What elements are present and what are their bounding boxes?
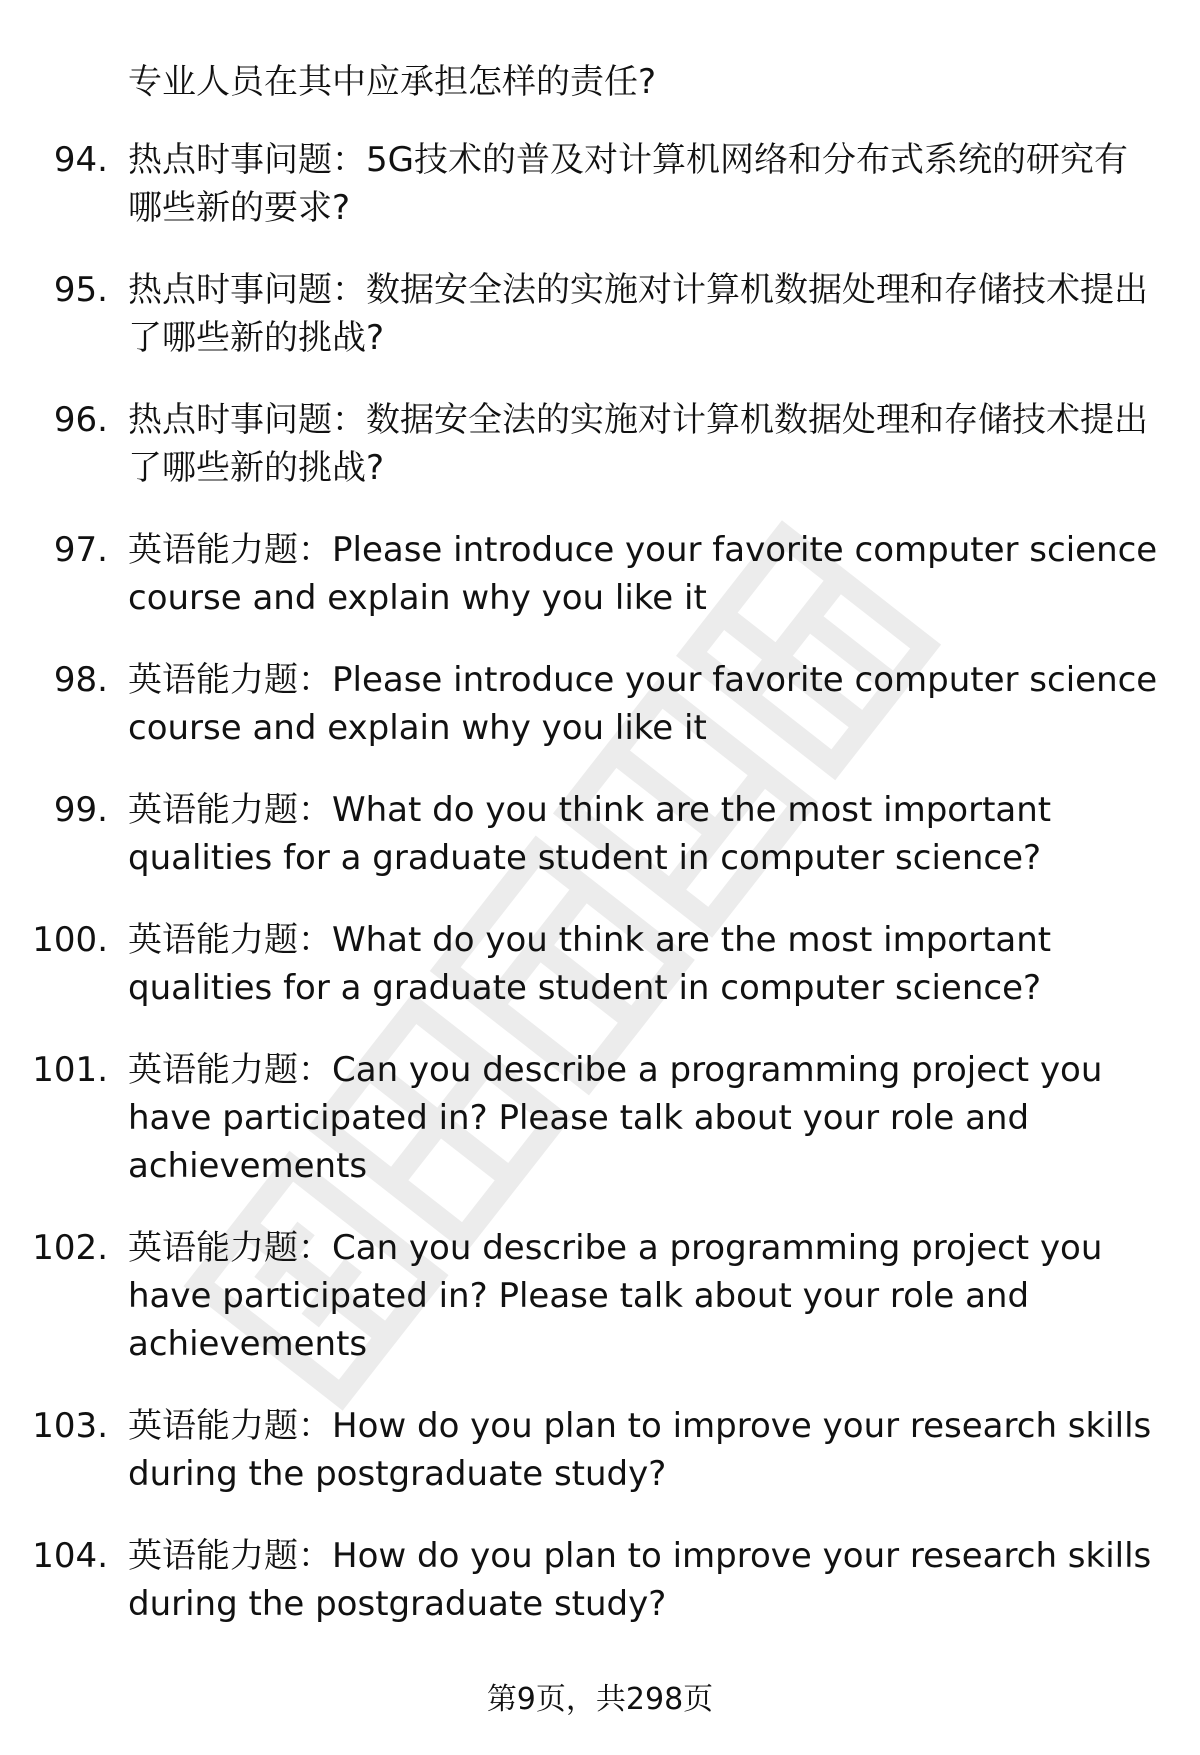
- question-text: 热点时事问题：数据安全法的实施对计算机数据处理和存储技术提出了哪些新的挑战?: [128, 270, 1148, 358]
- continuation-text: 专业人员在其中应承担怎样的责任?: [128, 62, 657, 102]
- question-text: 英语能力题：Please introduce your favorite computer science course and explain why you like it: [128, 530, 1158, 618]
- question-number: 94.: [53, 140, 108, 180]
- question-list: [0, 136, 1200, 1662]
- question-number: 96.: [53, 400, 108, 440]
- question-number: 99.: [53, 790, 108, 830]
- question-text: 英语能力题：What do you think are the most important qualities for a graduate student in computer science?: [128, 790, 1052, 878]
- question-number: 102.: [32, 1228, 108, 1268]
- question-text: 英语能力题：What do you think are the most important qualities for a graduate student in computer science?: [128, 920, 1052, 1008]
- question-text: 英语能力题：How do you plan to improve your research skills during the postgraduate study?: [128, 1406, 1152, 1494]
- question-text: 英语能力题：How do you plan to improve your research skills during the postgraduate study?: [128, 1536, 1152, 1624]
- question-item: [0, 266, 1200, 362]
- question-item: [0, 1532, 1200, 1628]
- question-number: 100.: [32, 920, 108, 960]
- question-item: [0, 656, 1200, 752]
- question-number: 101.: [32, 1050, 108, 1090]
- question-item: [0, 1402, 1200, 1498]
- question-item: [0, 1046, 1200, 1190]
- question-number: 98.: [53, 660, 108, 700]
- question-item: [0, 1224, 1200, 1368]
- page-footer: 第9页，共298页: [486, 1682, 714, 1717]
- question-item: [0, 526, 1200, 622]
- question-number: 103.: [32, 1406, 108, 1446]
- question-text: 英语能力题：Can you describe a programming project you have participated in? Please talk about your role and achievements: [128, 1228, 1103, 1364]
- question-number: 104.: [32, 1536, 108, 1576]
- question-item: [0, 786, 1200, 882]
- question-text: 英语能力题：Please introduce your favorite computer science course and explain why you like it: [128, 660, 1158, 748]
- question-item: [0, 136, 1200, 232]
- question-text: 热点时事问题：5G技术的普及对计算机网络和分布式系统的研究有哪些新的要求?: [128, 140, 1128, 228]
- question-text: 英语能力题：Can you describe a programming project you have participated in? Please talk about your role and achievements: [128, 1050, 1103, 1186]
- question-item: [0, 396, 1200, 492]
- question-number: 95.: [53, 270, 108, 310]
- question-number: 97.: [53, 530, 108, 570]
- question-text: 热点时事问题：数据安全法的实施对计算机数据处理和存储技术提出了哪些新的挑战?: [128, 400, 1148, 488]
- question-item: [0, 916, 1200, 1012]
